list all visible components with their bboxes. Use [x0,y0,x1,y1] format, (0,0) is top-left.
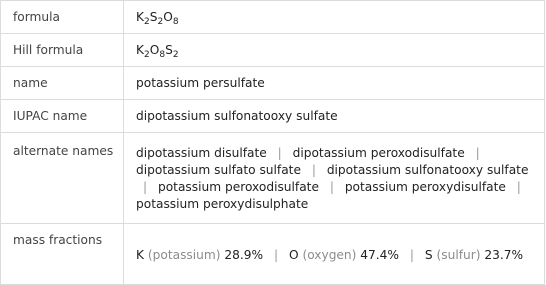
mass-fraction-item [289,248,399,262]
element-symbol: O [288,247,299,262]
element-name: (sulfur) [436,247,481,262]
table-row-name [1,67,545,100]
formula-element: K [136,9,144,24]
formula-subscript: 2 [157,16,164,27]
alternate-name: dipotassium disulfate [136,146,267,160]
separator: | [475,146,480,160]
separator: | [516,180,521,194]
separator: | [273,247,279,262]
alternate-name: potassium peroxydisulphate [136,197,309,211]
formula-value [124,1,545,34]
formula-element: O [149,42,160,57]
iupac-name-value: dipotassium sulfonatooxy sulfate [124,100,545,133]
table-row-iupac-name [1,100,545,133]
mass-fraction-item [136,248,263,262]
formula-subscript: 2 [172,49,179,60]
formula-element: O [163,9,173,24]
row-label: name [1,67,124,100]
formula-subscript: 2 [144,49,150,60]
row-label: mass fractions [1,224,124,285]
alternate-names-list [136,143,534,213]
name-value: potassium persulfate [124,67,545,100]
row-label: IUPAC name [1,100,124,133]
mass-percent: 23.7% [484,247,524,262]
element-name: (oxygen) [302,247,357,262]
alternate-name: dipotassium sulfonatooxy sulfate [326,163,529,177]
hill-formula-value [124,34,545,67]
alternate-name: potassium peroxydisulfate [344,180,506,194]
formula-subscript: 8 [172,16,179,27]
separator: | [311,163,316,177]
alternate-names-value [124,133,545,224]
mass-fractions-list [136,245,534,264]
separator: | [329,180,334,194]
alternate-name: dipotassium sulfato sulfate [136,163,301,177]
row-label: alternate names [1,133,124,224]
mass-fraction-item [425,248,523,262]
alternate-name: dipotassium peroxodisulfate [292,146,465,160]
row-label: Hill formula [1,34,124,67]
formula-element: K [136,42,144,57]
separator: | [143,180,148,194]
table-row-alternate-names [1,133,545,224]
formula-formula [136,9,179,27]
formula-subscript: 8 [159,49,166,60]
table-row-formula [1,1,545,34]
element-name: (potassium) [147,247,221,262]
formula-element: S [165,42,173,57]
table-row-hill-formula [1,34,545,67]
separator: | [277,146,282,160]
mass-percent: 47.4% [360,247,400,262]
separator: | [409,247,414,262]
formula-element: S [149,9,158,24]
mass-percent: 28.9% [224,247,264,262]
row-label: formula [1,1,124,34]
alternate-name: potassium peroxodisulfate [157,180,319,194]
element-symbol: S [424,247,433,262]
hill-formula-formula [136,42,179,60]
table-row-mass-fractions [1,224,545,285]
formula-subscript: 2 [144,16,150,27]
element-symbol: K [136,247,144,262]
mass-fractions-value [124,224,545,285]
